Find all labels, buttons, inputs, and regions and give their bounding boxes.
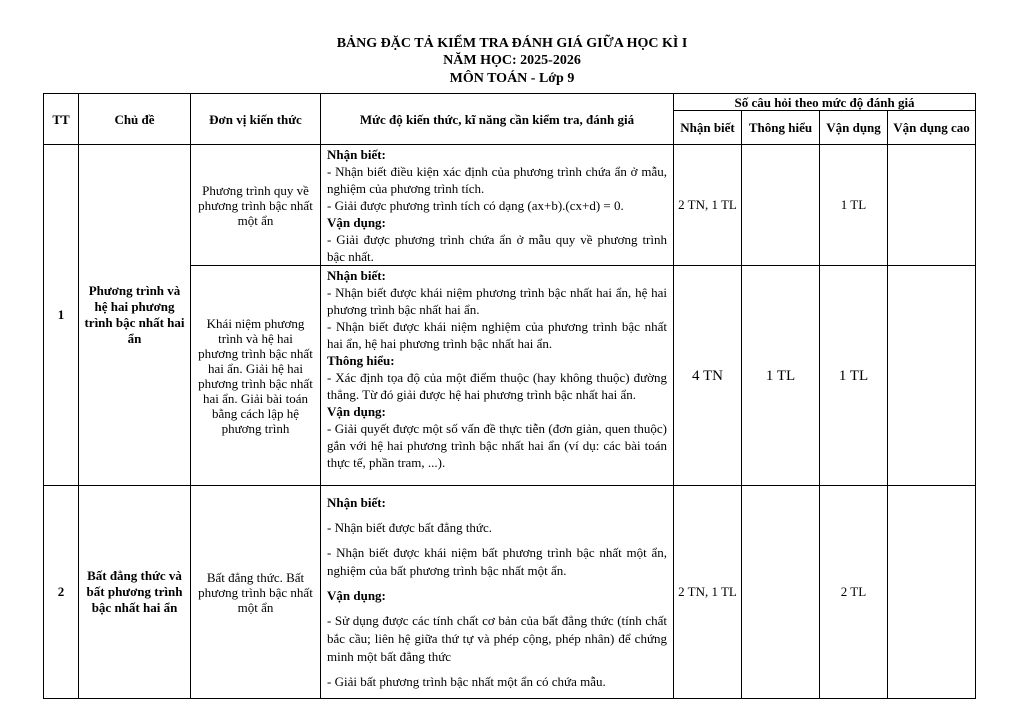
level-item: - Giải bất phương trình bậc nhất một ẩn có chứa mẫu.: [327, 674, 606, 689]
level-item: - Nhận biết được khái niệm bất phương trình bậc nhất một ẩn, nghiệm của bất phương trình bậc nhất một ẩn.: [327, 545, 667, 578]
topic-cell: Phương trình và hệ hai phương trình bậc nhất hai ẩn: [79, 145, 191, 486]
header-tt: TT: [44, 94, 79, 145]
level-item: - Nhận biết được bất đẳng thức.: [327, 520, 493, 535]
school-year: NĂM HỌC: 2025-2026: [443, 53, 581, 68]
count-thong-hieu: [742, 145, 820, 266]
header-van-dung-cao: Vận dụng cao: [888, 111, 976, 145]
level-item: - Nhận biết được khái niệm nghiệm của phương trình bậc nhất hai ẩn, hệ hai phương trình bậc nhất hai ẩn.: [327, 319, 667, 351]
header-van-dung: Vận dụng: [820, 111, 888, 145]
table-row: [44, 145, 976, 266]
count-nhan-biet: 2 TN, 1 TL: [674, 145, 742, 266]
header-topic: Chủ đề: [79, 94, 191, 145]
header-unit: Đơn vị kiến thức: [191, 94, 321, 145]
count-van-dung: 1 TL: [820, 145, 888, 266]
level-item: - Giải quyết được một số vấn đề thực tiễn (đơn giản, quen thuộc) gắn với hệ hai phương trình bậc nhất hai ẩn (ví dụ: các bài toán thực tế, phần tram, ...).: [327, 421, 667, 470]
level-description-cell: [321, 145, 674, 266]
level-item: - Nhận biết điều kiện xác định của phương trình chứa ẩn ở mẫu, nghiệm của phương trình tích.: [327, 164, 667, 196]
header-thong-hieu: Thông hiểu: [742, 111, 820, 145]
header-question-count-group: Số câu hỏi theo mức độ đánh giá: [674, 94, 976, 111]
subject-grade: MÔN TOÁN - Lớp 9: [449, 71, 575, 86]
count-thong-hieu: [742, 486, 820, 699]
level-item: - Giải được phương trình tích có dạng (ax+b).(cx+d) = 0.: [327, 198, 624, 213]
count-van-dung-cao: [888, 266, 976, 486]
level-heading: Vận dụng:: [327, 215, 386, 230]
specification-table: [43, 93, 976, 699]
unit-cell: Phương trình quy về phương trình bậc nhất một ẩn: [191, 145, 321, 266]
level-heading: Vận dụng:: [327, 588, 386, 603]
level-item: - Sử dụng được các tính chất cơ bản của bất đẳng thức (tính chất bắc cầu; liên hệ giữa thứ tự và phép cộng, phép nhân) để chứng minh một bất đẳng thức: [327, 613, 667, 664]
level-heading: Thông hiểu:: [327, 353, 395, 368]
unit-cell: Bất đẳng thức. Bất phương trình bậc nhất một ẩn: [191, 486, 321, 699]
level-heading: Nhận biết:: [327, 495, 386, 510]
level-item: - Xác định tọa độ của một điểm thuộc (hay không thuộc) đường thẳng. Từ đó giải được hệ hai phương trình bậc nhất hai ẩn.: [327, 370, 667, 402]
topic-cell: Bất đẳng thức và bất phương trình bậc nhất hai ẩn: [79, 486, 191, 699]
count-thong-hieu: 1 TL: [742, 266, 820, 486]
level-heading: Nhận biết:: [327, 268, 386, 283]
count-van-dung-cao: [888, 145, 976, 266]
header-level-description: Mức độ kiến thức, kĩ năng cần kiểm tra, đánh giá: [321, 94, 674, 145]
header-nhan-biet: Nhận biết: [674, 111, 742, 145]
document-title: BẢNG ĐẶC TẢ KIỂM TRA ĐÁNH GIÁ GIỮA HỌC KÌ I: [336, 36, 688, 51]
unit-cell: Khái niệm phương trình và hệ hai phương trình bậc nhất hai ẩn. Giải hệ hai phương trình bậc nhất hai ẩn. Giải bài toán bằng cách lập hệ phương trình: [191, 266, 321, 486]
row-number: 2: [44, 486, 79, 699]
level-heading: Nhận biết:: [327, 147, 386, 162]
level-item: - Giải được phương trình chứa ẩn ở mẫu quy về phương trình bậc nhất.: [327, 232, 667, 264]
table-row: [44, 486, 976, 699]
count-nhan-biet: 4 TN: [674, 266, 742, 486]
count-van-dung-cao: [888, 486, 976, 699]
level-description-cell: [321, 266, 674, 486]
count-nhan-biet: 2 TN, 1 TL: [674, 486, 742, 699]
level-item: - Nhận biết được khái niệm phương trình bậc nhất hai ẩn, hệ hai phương trình bậc nhất hai ẩn.: [327, 285, 667, 317]
count-van-dung: 1 TL: [820, 266, 888, 486]
level-description-cell: [321, 486, 674, 699]
level-heading: Vận dụng:: [327, 404, 386, 419]
row-number: 1: [44, 145, 79, 486]
count-van-dung: 2 TL: [820, 486, 888, 699]
